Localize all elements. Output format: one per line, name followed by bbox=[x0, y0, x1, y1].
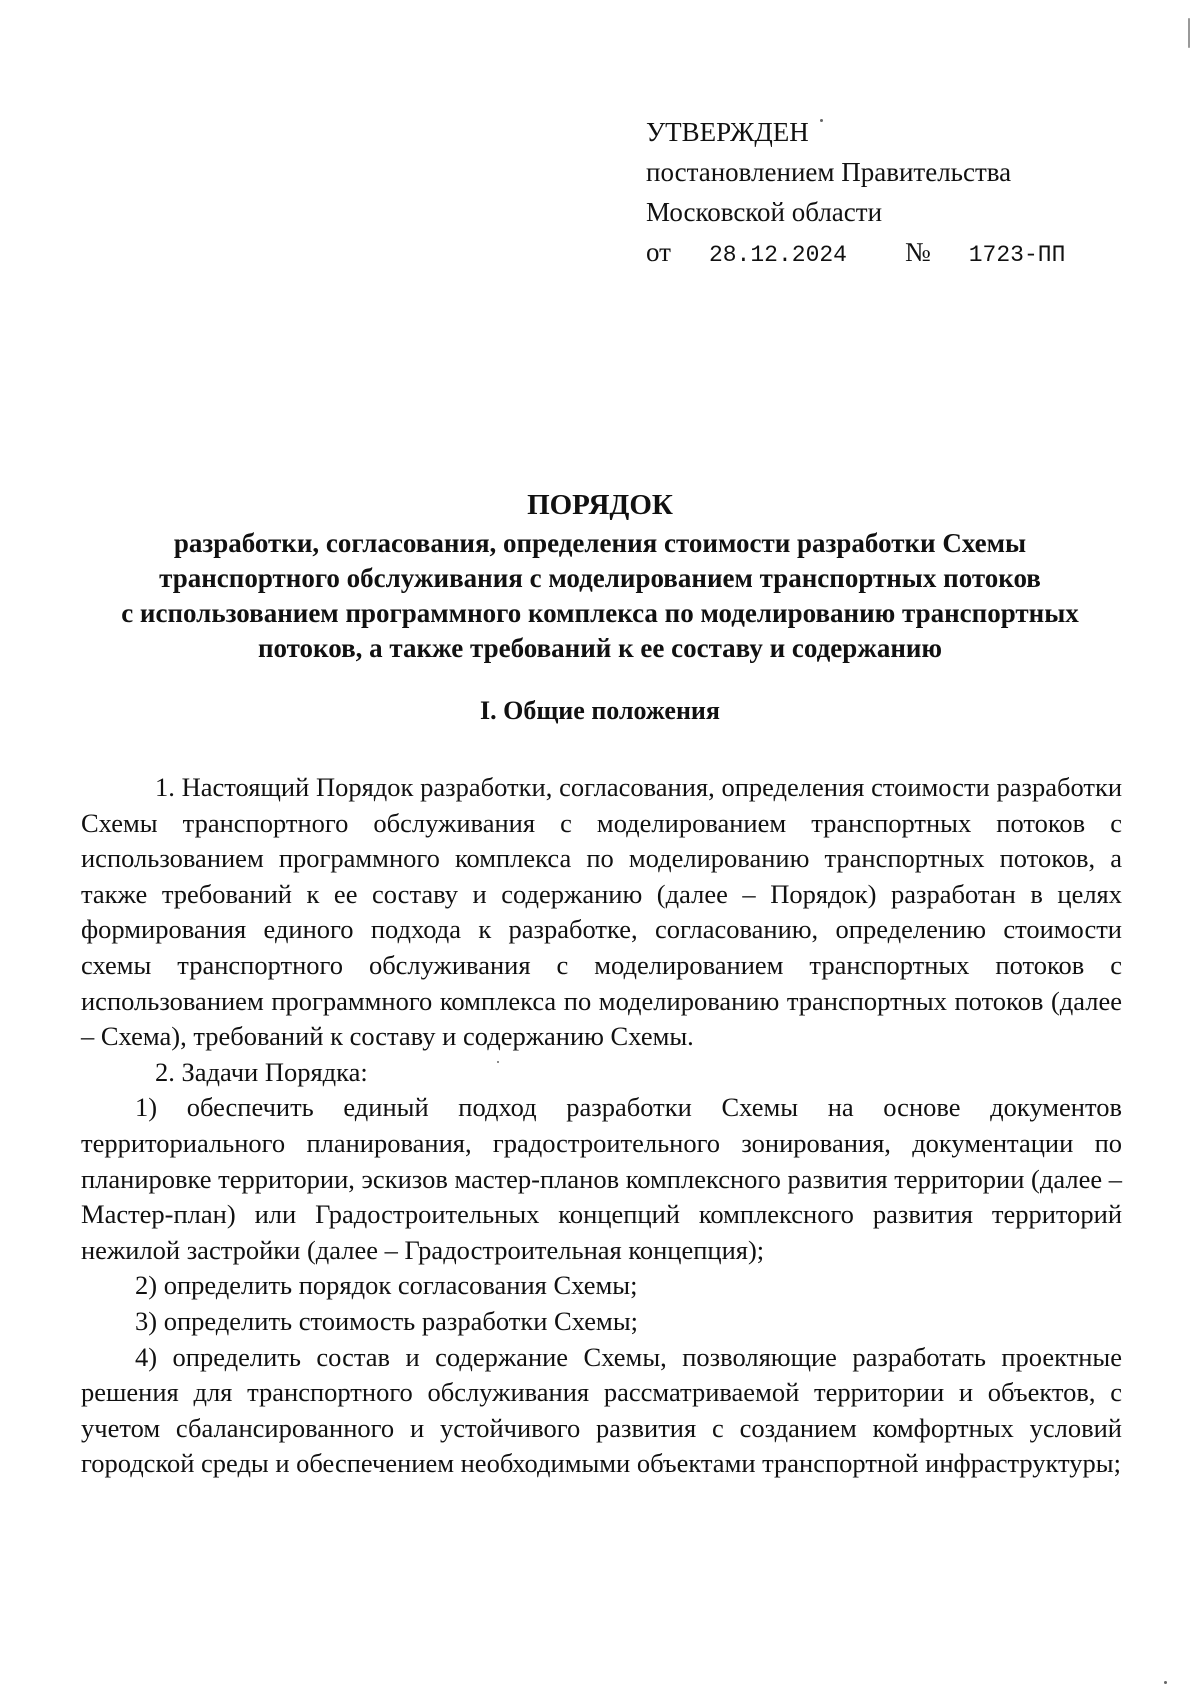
number-label: № bbox=[904, 237, 931, 267]
from-label: от bbox=[646, 237, 671, 267]
list-item: 3) определить стоимость разработки Схемы; bbox=[135, 1305, 638, 1336]
scan-speck bbox=[1164, 1681, 1167, 1684]
document-subtitle-line: разработки, согласования, определения стоимости разработки Схемы bbox=[173, 528, 1027, 558]
scan-speck bbox=[1188, 18, 1190, 48]
scan-speck bbox=[497, 1061, 499, 1063]
approval-region: Московской области bbox=[646, 197, 883, 227]
scan-speck bbox=[820, 119, 823, 122]
approval-date: 28.12.2024 bbox=[708, 242, 847, 268]
document-subtitle-line: транспортного обслуживания с моделированием транспортных потоков bbox=[159, 563, 1041, 593]
approval-number: 1723-ПП bbox=[968, 242, 1066, 268]
paragraph-1: 1. Настоящий Порядок разработки, согласования, определения стоимости разработки Схемы транспортного обслуживания с моделированием транспортных потоков с использованием программного комплекса по моделированию транспортных потоков, а также требований к ее составу и содержанию (далее – Порядок) разработан в целях формирования единого подхода к разработке, согласованию, определению стоимости схемы транспортного обслуживания с моделированием транспортных потоков с использованием программного комплекса по моделированию транспортных потоков (далее – Схема), требований к составу и содержанию Схемы. bbox=[81, 772, 1122, 1052]
document-subtitle-line: потоков, а также требований к ее составу и содержанию bbox=[257, 633, 943, 663]
document-body bbox=[81, 770, 1122, 1482]
document-subtitle-line: с использованием программного комплекса по моделированию транспортных bbox=[121, 598, 1079, 628]
list-item: 2) определить порядок согласования Схемы; bbox=[135, 1270, 638, 1301]
approval-authority: постановлением Правительства bbox=[646, 157, 1012, 187]
section-heading: I. Общие положения bbox=[480, 696, 720, 725]
list-item: 1) обеспечить единый подход разработки Схемы на основе документов территориального планирования, градостроительного зонирования, документации по планировке территории, эскизов мастер-планов комплексного развития территории (далее – Мастер-план) или Градостроительных концепций комплексного развития территорий нежилой застройки (далее – Градостроительная концепция); bbox=[81, 1092, 1122, 1265]
document-title-block bbox=[80, 487, 1120, 666]
approval-stamp bbox=[646, 112, 1065, 275]
approval-status: УТВЕРЖДЕН bbox=[646, 117, 809, 147]
document-title: ПОРЯДОК bbox=[527, 489, 673, 521]
approval-date-row bbox=[646, 232, 1065, 275]
paragraph-2: 2. Задачи Порядка: bbox=[155, 1056, 368, 1087]
list-item: 4) определить состав и содержание Схемы, позволяющие разработать проектные решения для транспортного обслуживания рассматриваемой территории и объектов, с учетом сбалансированного и устойчивого развития с созданием комфортных условий городской среды и обеспечением необходимыми объектами транспортной инфраструктуры; bbox=[81, 1341, 1122, 1479]
